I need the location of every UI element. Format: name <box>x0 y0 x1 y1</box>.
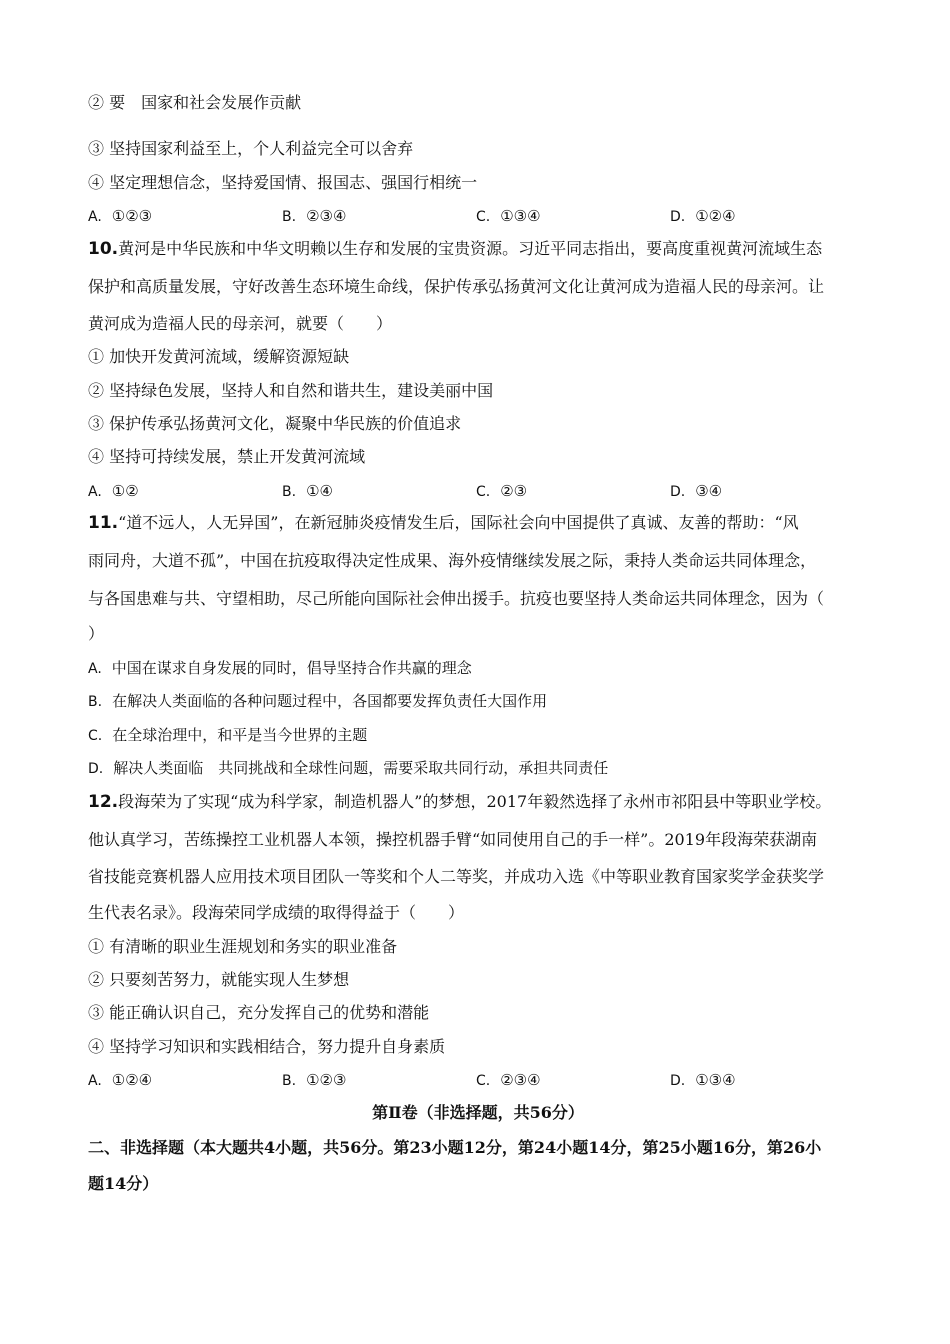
q9-item-4: ④ 坚定理想信念，坚持爱国情、报国志、强国行相统一 <box>88 173 478 192</box>
q11-stem-line-3: 与各国患难与共、守望相助，尽己所能向国际社会伸出援手。抗疫也要坚持人类命运共同体理念，因为（ <box>88 589 825 608</box>
q12-stem-line-1: 12.段海荣为了实现“成为科学家，制造机器人”的梦想，2017年毅然选择了永州市祁阳县中等职业学校。 <box>88 792 832 812</box>
section-2-heading-line-1: 二、非选择题（本大题共4小题，共56分。第23小题12分，第24小题14分，第25小题16分，第26小 <box>88 1138 822 1157</box>
q12-item-1: ① 有清晰的职业生涯规划和务实的职业准备 <box>88 937 398 956</box>
q10-item-2: ② 坚持绿色发展，坚持人和自然和谐共生，建设美丽中国 <box>88 381 494 400</box>
q10-item-3: ③ 保护传承弘扬黄河文化，凝聚中华民族的价值追求 <box>88 414 462 433</box>
q12-option-c: C. ②③④ <box>476 1071 541 1089</box>
q11-stem-line-4: ） <box>88 624 105 643</box>
q12-item-4: ④ 坚持学习知识和实践相结合，努力提升自身素质 <box>88 1037 446 1056</box>
q11-option-c: C. 在全球治理中，和平是当今世界的主题 <box>88 726 368 744</box>
q10-stem-line-1: 10.黄河是中华民族和中华文明赖以生存和发展的宝贵资源。习近平同志指出，要高度重视黄河流域生态 <box>88 239 823 259</box>
q11-option-a: A. 中国在谋求自身发展的同时，倡导坚持合作共赢的理念 <box>88 659 472 677</box>
q12-option-d: D. ①③④ <box>670 1071 736 1089</box>
q10-option-a: A. ①② <box>88 482 139 500</box>
q9-option-d: D. ①②④ <box>670 207 736 225</box>
q12-stem-line-2: 他认真学习，苦练操控工业机器人本领，操控机器手臂“如同使用自己的手一样”。2019年段海荣获湖南 <box>88 830 818 849</box>
q12-option-b: B. ①②③ <box>282 1071 347 1089</box>
q11-option-b: B. 在解决人类面临的各种问题过程中，各国都要发挥负责任大国作用 <box>88 692 548 710</box>
q12-item-3: ③ 能正确认识自己，充分发挥自己的优势和潜能 <box>88 1003 430 1022</box>
q10-option-c: C. ②③ <box>476 482 528 500</box>
q10-stem-line-3: 黄河成为造福人民的母亲河，就要（ ） <box>88 314 393 333</box>
q12-stem-line-3: 省技能竞赛机器人应用技术项目团队一等奖和个人二等奖，并成功入选《中等职业教育国家奖学金获奖学 <box>88 867 825 886</box>
q12-number: 12. <box>88 792 119 812</box>
q12-stem-line-4: 生代表名录》。段海荣同学成绩的取得得益于（ ） <box>88 903 465 922</box>
q10-option-b: B. ①④ <box>282 482 333 500</box>
q9-option-a: A. ①②③ <box>88 207 153 225</box>
q9-item-3: ③ 坚持国家利益至上，个人利益完全可以舍弃 <box>88 139 414 158</box>
section-2-title: 第Ⅱ卷（非选择题，共56分） <box>372 1103 584 1122</box>
q10-item-4: ④ 坚持可持续发展，禁止开发黄河流域 <box>88 447 366 466</box>
q12-item-2: ② 只要刻苦努力，就能实现人生梦想 <box>88 970 350 989</box>
q10-number: 10. <box>88 239 119 259</box>
q9-option-b: B. ②③④ <box>282 207 347 225</box>
section-2-heading-line-2: 题14分） <box>88 1174 159 1193</box>
q10-stem-line-2: 保护和高质量发展，守好改善生态环境生命线，保护传承弘扬黄河文化让黄河成为造福人民的母亲河。让 <box>88 277 825 296</box>
q11-number: 11. <box>88 513 119 533</box>
q11-stem-line-1: 11.“道不远人，人无异国”，在新冠肺炎疫情发生后，国际社会向中国提供了真诚、友善的帮助：“风 <box>88 513 799 533</box>
q11-option-d: D. 解决人类面临 共同挑战和全球性问题，需要采取共同行动，承担共同责任 <box>88 759 609 777</box>
q9-item-2: ② 要 国家和社会发展作贡献 <box>88 93 302 112</box>
q9-option-c: C. ①③④ <box>476 207 541 225</box>
q11-stem-line-2: 雨同舟，大道不孤”，中国在抗疫取得决定性成果、海外疫情继续发展之际，秉持人类命运共同体理念， <box>88 551 817 570</box>
q12-option-a: A. ①②④ <box>88 1071 153 1089</box>
q10-item-1: ① 加快开发黄河流域，缓解资源短缺 <box>88 347 350 366</box>
q10-option-d: D. ③④ <box>670 482 723 500</box>
